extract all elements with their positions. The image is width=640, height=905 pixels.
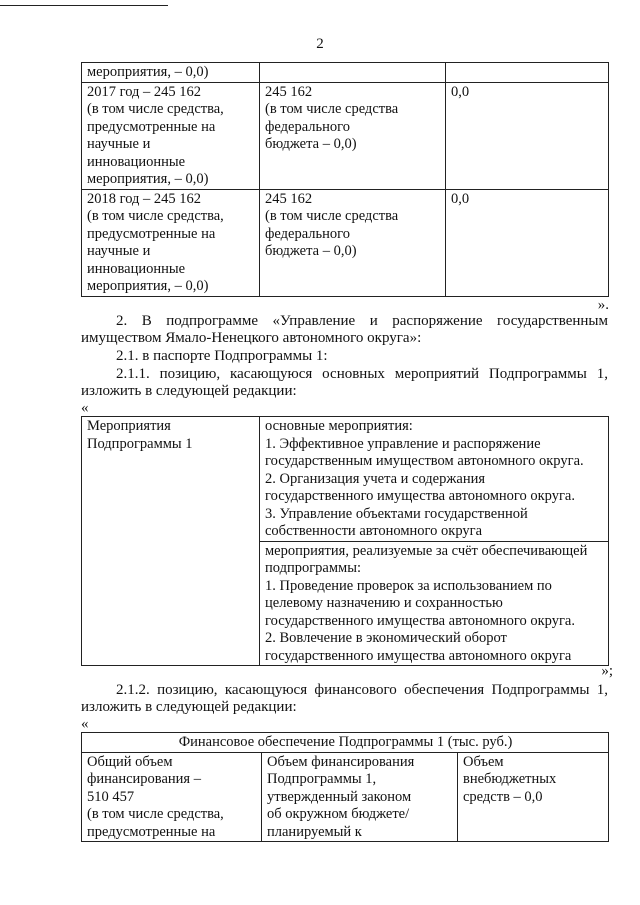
table-cell xyxy=(458,752,609,842)
cell-text: научные и xyxy=(87,243,151,259)
paragraph-2-1-1-line-2: изложить в следующей редакции: xyxy=(81,383,297,399)
cell-text: федерального xyxy=(265,118,350,135)
cell-text: мероприятия, – 0,0) xyxy=(87,64,209,80)
cell-text: предусмотренные на xyxy=(87,823,216,840)
cell-text: бюджета – 0,0) xyxy=(265,243,357,259)
table-cell xyxy=(82,752,262,842)
cell-text: предусмотренные на xyxy=(87,225,216,242)
table-row xyxy=(82,82,609,189)
financing-table xyxy=(81,732,609,842)
open-quote: « xyxy=(81,716,89,732)
table-header-text: Финансовое обеспечение Подпрограммы 1 (тыс. руб.) xyxy=(178,734,513,750)
cell-text: 510 457 xyxy=(87,788,135,805)
cell-text: Подпрограммы 1, xyxy=(267,771,377,787)
table-cell xyxy=(82,417,260,666)
cell-text: (в том числе средства xyxy=(265,101,399,117)
cell-text: Подпрограммы 1 xyxy=(87,435,193,452)
cell-text: 1. Эффективное управление и распоряжение xyxy=(265,435,541,452)
cell-text: 245 162 xyxy=(265,83,313,100)
paragraph-2-1-2-line-1: 2.1.2. позицию, касающуюся финансового обеспечения Подпрограммы 1, xyxy=(116,682,608,698)
cell-text: собственности автономного округа xyxy=(265,523,483,539)
cell-text: 0,0 xyxy=(451,190,470,207)
cell-text: инновационные xyxy=(87,260,186,277)
cell-text: государственным имуществом автономного округа. xyxy=(265,453,584,469)
cell-text: государственного имущества автономного округа. xyxy=(265,612,575,629)
cell-text: 0,0 xyxy=(451,83,470,100)
table-row xyxy=(82,63,609,83)
cell-text: (в том числе средства, xyxy=(87,208,224,224)
cell-text: 2. Организация учета и содержания xyxy=(265,470,486,487)
cell-text: (в том числе средства, xyxy=(87,101,224,117)
cell-text: 1. Проведение проверок за использованием по xyxy=(265,577,552,594)
funding-by-year-table xyxy=(81,62,609,297)
cell-text: мероприятия, – 0,0) xyxy=(87,171,209,187)
cell-text: финансирования – xyxy=(87,771,201,787)
table-row xyxy=(82,417,609,542)
table-row xyxy=(82,189,609,296)
cell-text: подпрограммы: xyxy=(265,560,361,576)
table-cell xyxy=(446,63,609,83)
paragraph-2-1-1-line-1: 2.1.1. позицию, касающуюся основных мероприятий Подпрограммы 1, xyxy=(116,366,608,382)
cell-text: основные мероприятия: xyxy=(265,418,413,434)
cell-text: инновационные xyxy=(87,153,186,170)
cell-text: 2. Вовлечение в экономический оборот xyxy=(265,630,507,646)
paragraph-2-line-2: имуществом Ямало-Ненецкого автономного округа»: xyxy=(81,330,422,346)
paragraph-2-1: 2.1. в паспорте Подпрограммы 1: xyxy=(116,348,328,364)
cell-text: научные и xyxy=(87,136,151,152)
cell-text: средств – 0,0 xyxy=(463,788,543,805)
cell-text: Общий объем xyxy=(87,753,173,770)
closing-quote: »; xyxy=(601,663,613,679)
table-row xyxy=(82,733,609,753)
cell-text: бюджета – 0,0) xyxy=(265,136,357,152)
cell-text: государственного имущества автономного округа xyxy=(265,647,572,664)
table-cell xyxy=(82,82,260,189)
cell-text: 2018 год – 245 162 xyxy=(87,190,202,207)
table-cell xyxy=(82,63,260,83)
table-cell xyxy=(446,189,609,296)
cell-text: внебюджетных xyxy=(463,771,557,787)
cell-text: целевому назначению и сохранностью xyxy=(265,595,503,611)
activities-table xyxy=(81,416,609,666)
table-cell xyxy=(260,82,446,189)
table-cell xyxy=(260,189,446,296)
cell-text: мероприятия, реализуемые за счёт обеспечивающей xyxy=(265,542,588,559)
cell-text: Мероприятия xyxy=(87,418,171,434)
paragraph-2-1-2-line-2: изложить в следующей редакции: xyxy=(81,699,297,715)
table-cell xyxy=(446,82,609,189)
cell-text: государственного имущества автономного округа. xyxy=(265,488,575,504)
cell-text: Объем финансирования xyxy=(267,753,415,770)
cell-text: (в том числе средства, xyxy=(87,806,224,822)
page-number: 2 xyxy=(316,36,324,52)
paragraph-2-line-1: 2. В подпрограмме «Управление и распоряжение государственным xyxy=(116,313,608,329)
table-cell xyxy=(82,189,260,296)
open-quote: « xyxy=(81,400,89,416)
cell-text: (в том числе средства xyxy=(265,208,399,224)
cell-text: об окружном бюджете/ xyxy=(267,806,410,822)
cell-text: 245 162 xyxy=(265,190,313,207)
cell-text: предусмотренные на xyxy=(87,118,216,135)
cell-text: федерального xyxy=(265,225,350,242)
cell-text: Объем xyxy=(463,753,504,770)
closing-quote: ». xyxy=(597,297,609,313)
header-rule xyxy=(0,5,168,6)
cell-text: 2017 год – 245 162 xyxy=(87,83,202,100)
table-cell xyxy=(260,417,609,542)
table-row xyxy=(82,752,609,842)
table-cell xyxy=(260,63,446,83)
table-cell xyxy=(262,752,458,842)
cell-text: планируемый к xyxy=(267,823,362,840)
table-header-cell xyxy=(82,733,609,753)
cell-text: 3. Управление объектами государственной xyxy=(265,505,528,522)
cell-text: утвержденный законом xyxy=(267,788,412,805)
cell-text: мероприятия, – 0,0) xyxy=(87,278,209,294)
table-cell xyxy=(260,541,609,666)
